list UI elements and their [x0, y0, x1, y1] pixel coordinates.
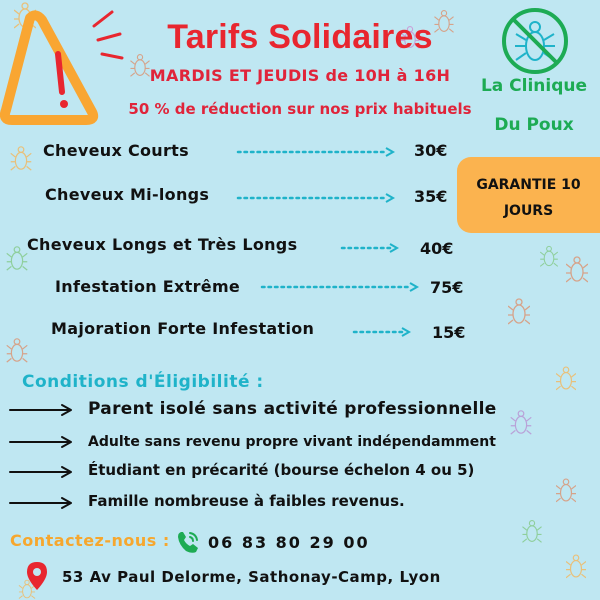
price-label: Infestation Extrême: [55, 277, 241, 296]
condition-item: Adulte sans revenu propre vivant indépendamment: [88, 434, 496, 450]
dotted-arrow-icon: [340, 243, 400, 253]
louse-icon: [6, 244, 28, 272]
arrow-right-icon: [8, 496, 74, 510]
discount-text: 50 % de réduction sur nos prix habituels: [128, 100, 472, 118]
conditions-title: Conditions d'Éligibilité :: [22, 372, 264, 392]
brand-name-line2: Du Poux: [494, 115, 574, 135]
price-value: 40€: [420, 239, 454, 258]
condition-item: Famille nombreuse à faibles revenus.: [88, 492, 405, 510]
phone-icon: [175, 529, 201, 555]
map-pin-icon: [26, 561, 48, 591]
phone-number[interactable]: 06 83 80 29 00: [208, 533, 370, 552]
price-value: 15€: [432, 323, 466, 342]
condition-item: Étudiant en précarité (bourse échelon 4 ou 5): [88, 461, 475, 479]
arrow-right-icon: [8, 435, 74, 449]
dotted-arrow-icon: [236, 147, 396, 157]
dotted-arrow-icon: [236, 193, 396, 203]
contact-label: Contactez-nous :: [10, 531, 170, 550]
louse-icon: [556, 476, 576, 504]
price-value: 35€: [414, 187, 448, 206]
price-label: Cheveux Longs et Très Longs: [27, 235, 298, 254]
condition-item: Parent isolé sans activité professionnelle: [88, 399, 497, 419]
arrow-right-icon: [8, 403, 74, 417]
price-label: Cheveux Mi-longs: [45, 185, 210, 204]
arrow-right-icon: [8, 465, 74, 479]
brand-name-line1: La Clinique: [480, 76, 588, 96]
guarantee-text: [457, 172, 600, 224]
guarantee-line1: GARANTIE 10: [476, 177, 581, 193]
price-value: 30€: [414, 141, 448, 160]
louse-icon: [6, 336, 28, 364]
price-label: Cheveux Courts: [43, 141, 189, 160]
schedule-text: MARDIS ET JEUDIS de 10H à 16H: [149, 66, 451, 85]
address-text: 53 Av Paul Delorme, Sathonay-Camp, Lyon: [62, 568, 441, 586]
page-title: Tarifs Solidaires: [167, 18, 433, 56]
louse-icon: [566, 552, 586, 580]
louse-icon: [566, 254, 588, 284]
dotted-arrow-icon: [352, 327, 412, 337]
louse-icon: [508, 296, 530, 326]
price-label: Majoration Forte Infestation: [51, 319, 315, 338]
guarantee-line2: JOURS: [503, 203, 554, 219]
louse-icon: [556, 364, 576, 392]
louse-icon: [540, 244, 558, 268]
no-lice-logo-icon: [500, 6, 570, 76]
dotted-arrow-icon: [260, 282, 420, 292]
louse-icon: [510, 408, 532, 436]
louse-icon: [522, 518, 542, 544]
price-value: 75€: [430, 278, 464, 297]
louse-icon: [10, 144, 32, 172]
